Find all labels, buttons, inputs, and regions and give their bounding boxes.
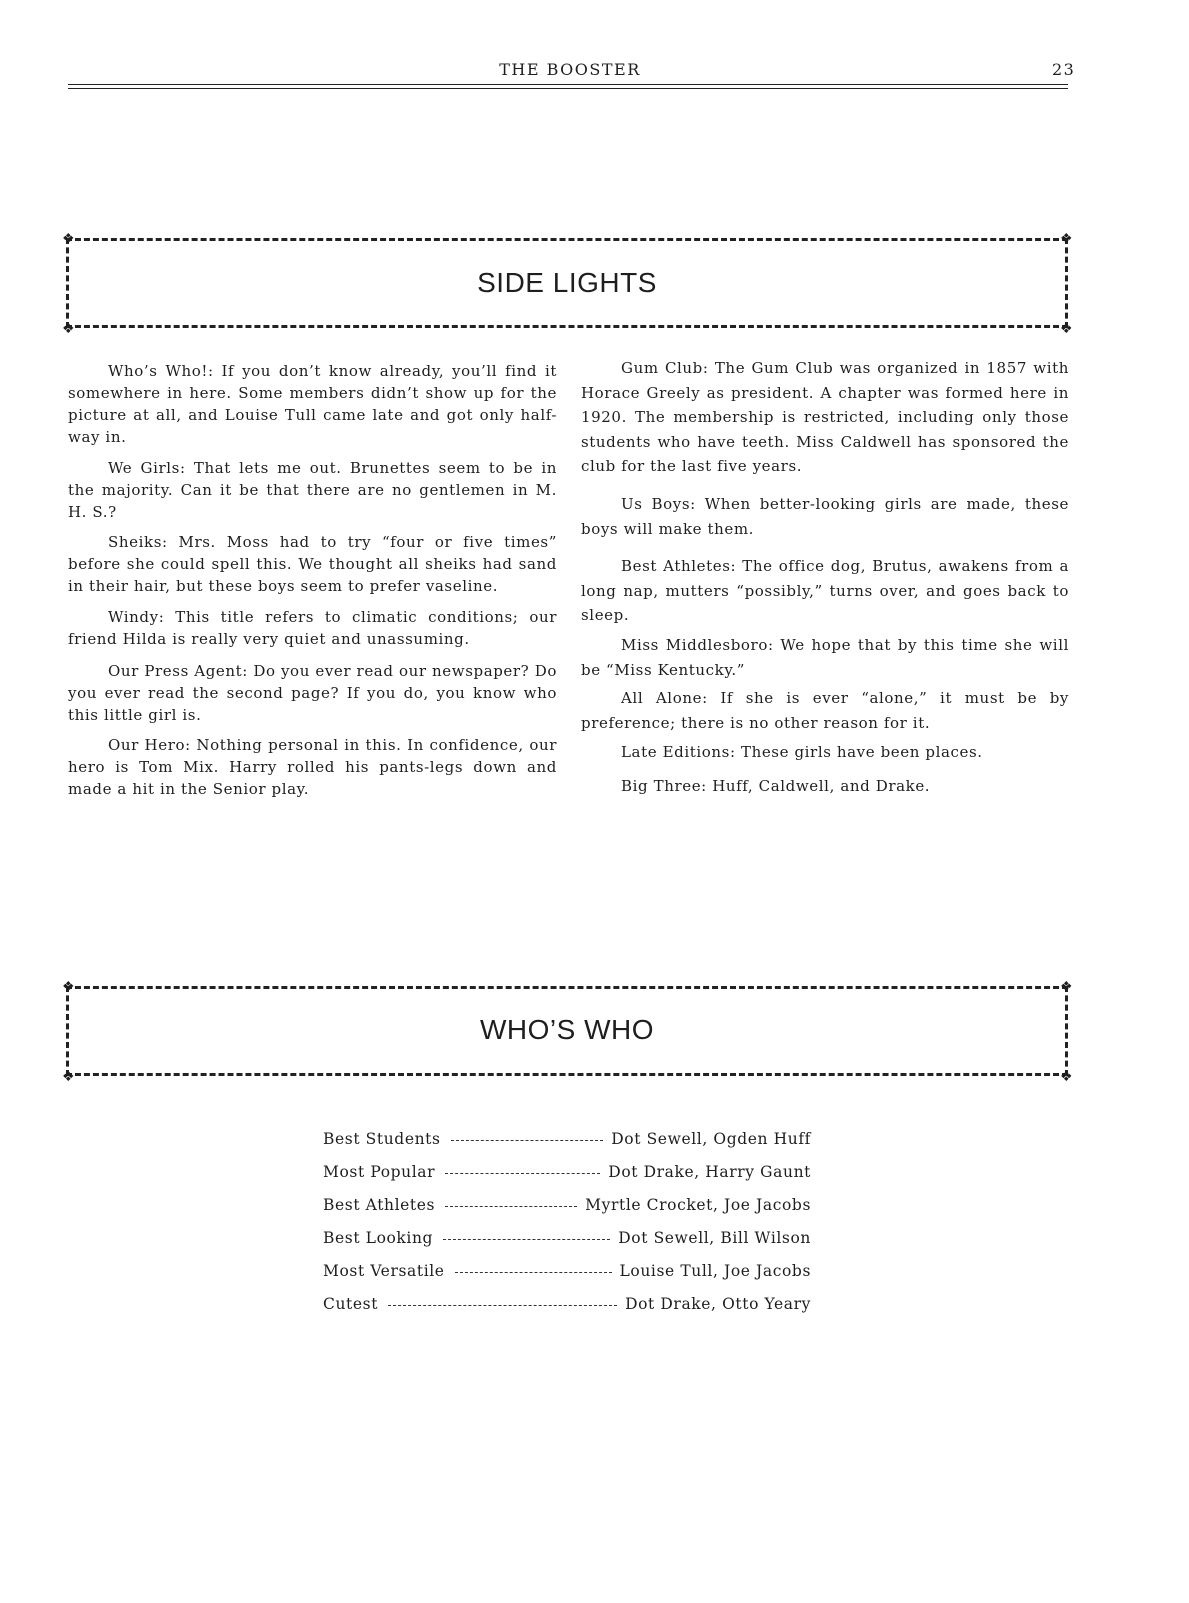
diamond-ornament-icon: ❖ [62,1069,75,1085]
whos-who-row [323,1262,811,1280]
paragraph: Sheiks: Mrs. Moss had to try “four or five times” before she could spell this. We thought all sheiks had sand in their hair, but these boys seem to prefer vaseline. [68,533,557,595]
category: Best Looking [323,1229,434,1247]
diamond-ornament-icon: ❖ [1060,979,1073,995]
section-title-side-lights: SIDE LIGHTS [477,267,657,298]
category: Best Students [323,1130,441,1148]
paragraph: We Girls: That lets me out. Brunettes seem to be in the majority. Can it be that there are no gentlemen in M. H. S.? [68,459,557,521]
paragraph: Late Editions: These girls have been places. [621,743,983,761]
paragraph: Miss Middlesboro: We hope that by this time she will be “Miss Kentucky.” [581,636,1069,679]
category: Best Athletes [323,1196,436,1214]
category: Most Versatile [323,1262,445,1280]
leader-dashes [443,1239,610,1240]
header-rule [68,84,1068,85]
whos-who-row [323,1130,811,1148]
paragraph: Gum Club: The Gum Club was organized in 1857 with Horace Greely as president. A chapter was formed here in 1920. The membership is restricted, including only those students who have teeth. Miss Caldwell has sponsored the club for the last five years. [581,359,1069,475]
paragraph: Our Hero: Nothing personal in this. In confidence, our hero is Tom Mix. Harry rolled his pants-legs down and made a hit in the Senior play. [68,736,557,798]
leader-dashes [451,1140,604,1141]
paragraph: Best Athletes: The office dog, Brutus, awakens from a long nap, mutters “possibly,” turns over, and goes back to sleep. [581,557,1069,624]
leader-dashes [388,1305,617,1306]
running-header-title: THE BOOSTER [499,60,641,79]
paragraph: Who’s Who!: If you don’t know already, you’ll find it somewhere in here. Some members didn’t show up for the picture at all, and Louise Tull came late and got only half-way in. [68,362,557,446]
names: Louise Tull, Joe Jacobs [619,1262,811,1280]
whos-who-row [323,1196,811,1214]
diamond-ornament-icon: ❖ [62,321,75,337]
whos-who-row [323,1163,811,1181]
leader-dashes [445,1173,600,1174]
names: Dot Sewell, Ogden Huff [611,1130,811,1148]
diamond-ornament-icon: ❖ [62,979,75,995]
paragraph: All Alone: If she is ever “alone,” it must be by preference; there is no other reason for it. [581,689,1069,732]
paragraph: Windy: This title refers to climatic conditions; our friend Hilda is really very quiet and unassuming. [68,608,557,648]
leader-dashes [445,1206,577,1207]
category: Most Popular [323,1163,436,1181]
names: Dot Sewell, Bill Wilson [618,1229,811,1247]
whos-who-row [323,1229,811,1247]
category: Cutest [323,1295,379,1313]
header-rule [68,88,1068,89]
paragraph: Us Boys: When better-looking girls are made, these boys will make them. [581,495,1069,538]
leader-dashes [455,1272,612,1273]
paragraph: Big Three: Huff, Caldwell, and Drake. [621,777,931,795]
whos-who-row [323,1295,811,1313]
section-title-whos-who: WHO’S WHO [479,1014,655,1045]
names: Myrtle Crocket, Joe Jacobs [585,1196,811,1214]
diamond-ornament-icon: ❖ [62,231,75,247]
diamond-ornament-icon: ❖ [1060,1069,1073,1085]
diamond-ornament-icon: ❖ [1060,321,1073,337]
diamond-ornament-icon: ❖ [1060,231,1073,247]
names: Dot Drake, Harry Gaunt [608,1163,811,1181]
paragraph: Our Press Agent: Do you ever read our newspaper? Do you ever read the second page? If you do, you know who this little girl is. [68,662,557,724]
page-number: 23 [1052,60,1076,79]
names: Dot Drake, Otto Yeary [625,1295,811,1313]
